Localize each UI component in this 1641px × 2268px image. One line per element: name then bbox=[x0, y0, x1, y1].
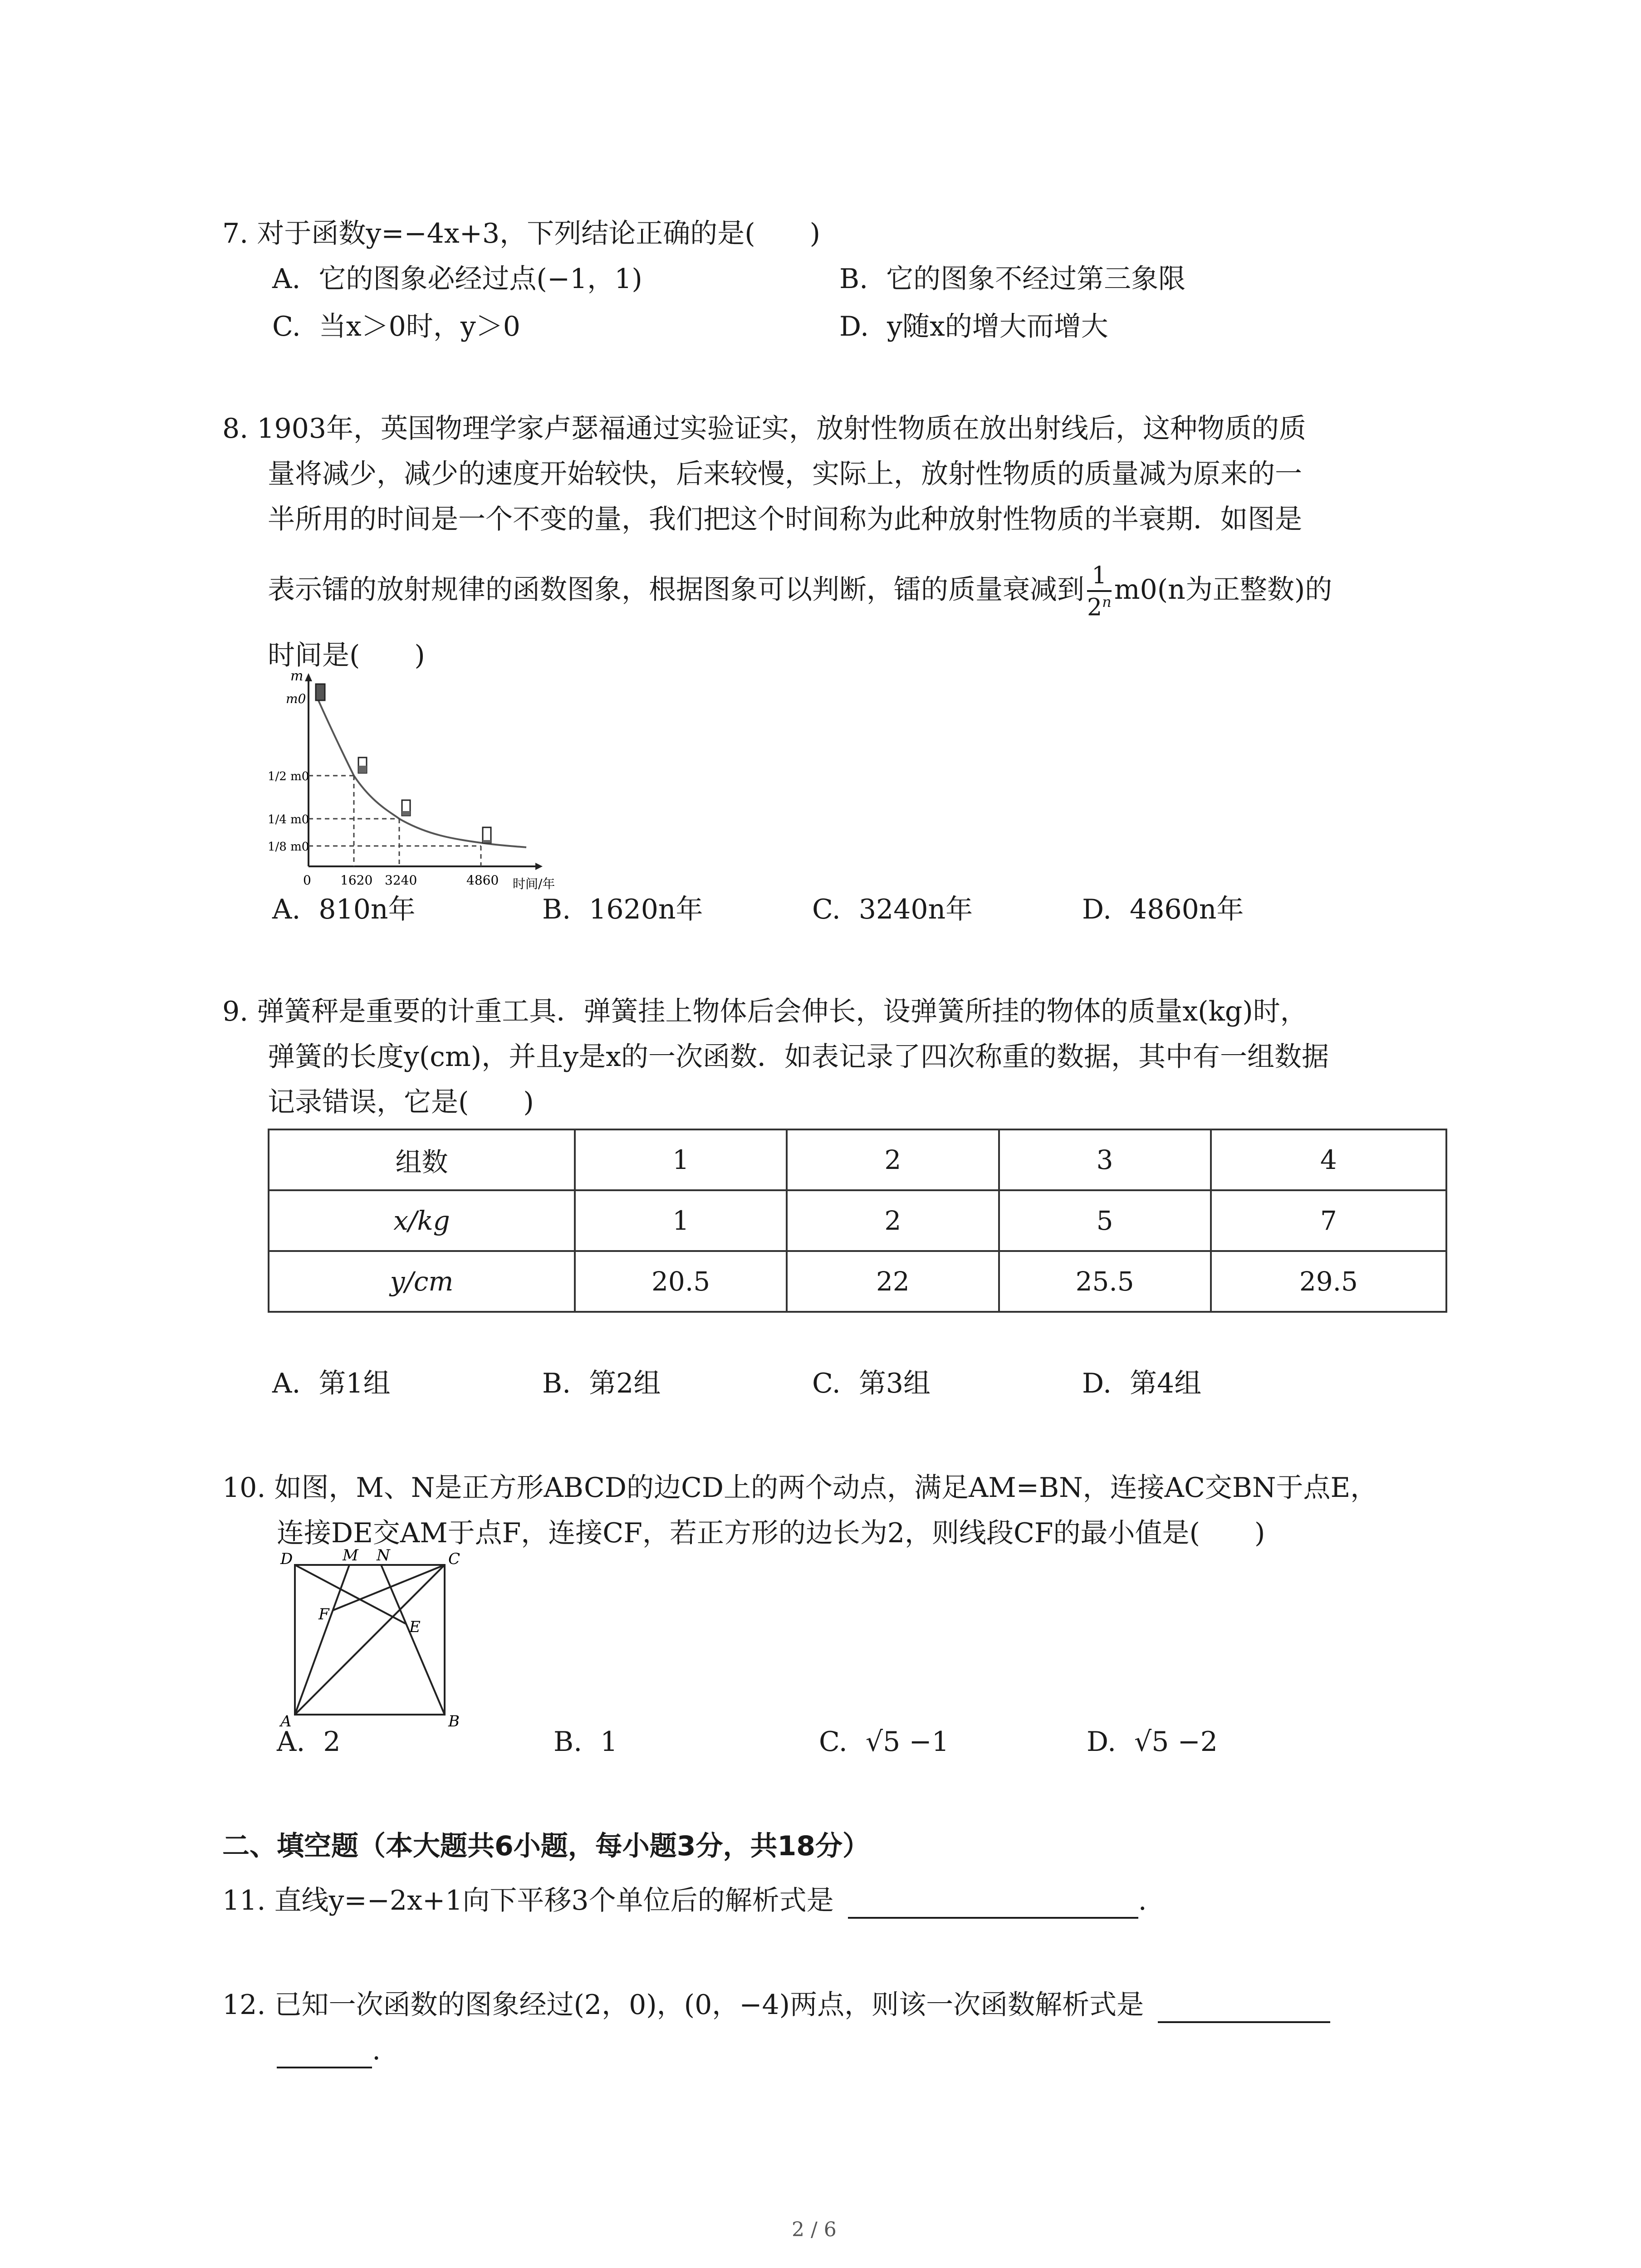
option-label: B. bbox=[542, 1368, 571, 1399]
option-label: A. bbox=[272, 263, 301, 295]
q8-line-5: 时间是( ) bbox=[268, 640, 425, 671]
option-label: C. bbox=[812, 894, 841, 925]
option-text: 4860n年 bbox=[1130, 894, 1244, 925]
y-label-m0: m0 bbox=[286, 691, 306, 706]
table-row bbox=[269, 1129, 1446, 1190]
q7-option-b bbox=[839, 261, 1185, 297]
x-axis-label: 时间/年 bbox=[513, 876, 555, 891]
sample-jar-full bbox=[316, 684, 325, 700]
square-figure bbox=[268, 1547, 476, 1728]
table-cell: 4 bbox=[1211, 1129, 1446, 1190]
fraction-denominator bbox=[1087, 592, 1112, 619]
option-label: C. bbox=[272, 311, 301, 342]
table-cell: 25.5 bbox=[999, 1251, 1211, 1312]
q12-text: 12. 已知一次函数的图象经过(2，0)，(0，−4)两点，则该一次函数解析式是 bbox=[222, 1989, 1144, 2021]
option-text: y随x的增大而增大 bbox=[887, 311, 1108, 342]
q10-option-c bbox=[819, 1724, 949, 1760]
y-label-eighth: 1/8 m0 bbox=[268, 840, 309, 854]
option-text: 它的图象不经过第三象限 bbox=[886, 263, 1186, 295]
answer-blank[interactable] bbox=[1158, 1994, 1330, 2023]
option-text: 第2组 bbox=[589, 1368, 661, 1399]
table-row bbox=[269, 1190, 1446, 1251]
q12-end: . bbox=[372, 2034, 381, 2066]
option-label: A. bbox=[272, 1368, 301, 1399]
table-cell: y/cm bbox=[269, 1251, 575, 1312]
label-d: D bbox=[280, 1550, 293, 1568]
option-text: 第1组 bbox=[318, 1368, 391, 1399]
decay-curve bbox=[318, 699, 526, 847]
option-label: A. bbox=[277, 1726, 305, 1758]
y-label-half: 1/2 m0 bbox=[268, 770, 309, 783]
fraction-base: 2 bbox=[1087, 594, 1102, 621]
table-cell: 1 bbox=[575, 1190, 787, 1251]
q12 bbox=[222, 1987, 1330, 2023]
option-label: C. bbox=[812, 1368, 841, 1399]
q8-line-1: 8. 1903年，英国物理学家卢瑟福通过实验证实，放射性物质在放出射线后，这种物质的质 bbox=[222, 413, 1307, 445]
q9-option-a bbox=[272, 1365, 391, 1402]
q10-line-1: 10. 如图，M、N是正方形ABCD的边CD上的两个动点，满足AM=BN，连接AC交BN于点E， bbox=[222, 1472, 1378, 1504]
sample-fill-eighth bbox=[483, 840, 491, 843]
table-cell: 组数 bbox=[269, 1129, 575, 1190]
option-label: D. bbox=[1082, 1368, 1112, 1399]
sample-fill-half bbox=[358, 766, 367, 773]
option-label: D. bbox=[1087, 1726, 1117, 1758]
option-text: 第4组 bbox=[1130, 1368, 1202, 1399]
q7-option-a bbox=[272, 261, 642, 297]
option-label: B. bbox=[554, 1726, 583, 1758]
q8-option-d bbox=[1082, 891, 1244, 928]
label-b: B bbox=[448, 1712, 460, 1728]
q9-option-d bbox=[1082, 1365, 1201, 1402]
label-f: F bbox=[318, 1605, 329, 1623]
q8-line-3: 半所用的时间是一个不变的量，我们把这个时间称为此种放射性物质的半衰期．如图是 bbox=[268, 503, 1302, 535]
option-text: √5 −1 bbox=[865, 1726, 949, 1758]
label-m: M bbox=[343, 1547, 358, 1564]
table-row bbox=[269, 1251, 1446, 1312]
option-text: 1 bbox=[600, 1726, 618, 1758]
table-cell: 2 bbox=[787, 1190, 999, 1251]
section-heading: 二、填空题（本大题共6小题，每小题3分，共18分） bbox=[222, 1830, 870, 1862]
option-text: 1620n年 bbox=[589, 894, 703, 925]
x-tick-3240: 3240 bbox=[385, 873, 417, 888]
origin-label: 0 bbox=[303, 873, 311, 888]
q7-option-c bbox=[272, 308, 520, 345]
q9-option-c bbox=[812, 1365, 931, 1402]
table-cell: 22 bbox=[787, 1251, 999, 1312]
option-text: 当x＞0时，y＞0 bbox=[318, 311, 520, 342]
table-cell: 2 bbox=[787, 1129, 999, 1190]
segment-cf bbox=[333, 1565, 445, 1610]
y-label-quarter: 1/4 m0 bbox=[268, 813, 309, 826]
q9-option-b bbox=[542, 1365, 661, 1402]
table-cell: 1 bbox=[575, 1129, 787, 1190]
option-text: 2 bbox=[323, 1726, 341, 1758]
q10-option-a bbox=[277, 1724, 341, 1760]
option-label: A. bbox=[272, 894, 301, 925]
label-n: N bbox=[377, 1547, 390, 1564]
label-a: A bbox=[280, 1712, 292, 1728]
segment-ac bbox=[295, 1565, 445, 1715]
label-c: C bbox=[448, 1550, 460, 1568]
table-cell: 29.5 bbox=[1211, 1251, 1446, 1312]
table-cell: 3 bbox=[999, 1129, 1211, 1190]
y-axis-label: m bbox=[290, 668, 304, 684]
q8-option-b bbox=[542, 891, 703, 928]
q8-line-4-text: 表示镭的放射规律的函数图象，根据图象可以判断，镭的质量衰减到 bbox=[268, 574, 1084, 606]
page-number: 2 / 6 bbox=[792, 2218, 837, 2241]
weighing-table bbox=[268, 1129, 1447, 1313]
table-cell: x/kg bbox=[269, 1190, 575, 1251]
fraction-exponent: n bbox=[1102, 593, 1112, 611]
option-text: 第3组 bbox=[858, 1368, 931, 1399]
q11-end: . bbox=[1138, 1885, 1147, 1916]
q11-text: 11. 直线y=−2x+1向下平移3个单位后的解析式是 bbox=[222, 1885, 834, 1916]
decay-graph bbox=[254, 667, 581, 894]
option-label: D. bbox=[1082, 894, 1112, 925]
table-cell: 20.5 bbox=[575, 1251, 787, 1312]
x-tick-4860: 4860 bbox=[466, 873, 499, 888]
option-text: 810n年 bbox=[318, 894, 416, 925]
fraction bbox=[1087, 564, 1112, 619]
sample-fill-quarter bbox=[402, 811, 410, 816]
option-text: 它的图象必经过点(−1，1) bbox=[318, 263, 642, 295]
q9-line-2: 弹簧的长度y(cm)，并且y是x的一次函数．如表记录了四次称重的数据，其中有一组数据 bbox=[268, 1041, 1329, 1073]
option-label: B. bbox=[542, 894, 571, 925]
x-axis-arrow bbox=[535, 863, 543, 870]
y-axis-arrow bbox=[305, 673, 312, 681]
q7-option-d bbox=[839, 308, 1108, 345]
option-label: B. bbox=[839, 263, 868, 295]
q7-stem: 7. 对于函数y=−4x+3，下列结论正确的是( ) bbox=[222, 218, 821, 249]
q8-option-c bbox=[812, 891, 973, 928]
option-label: D. bbox=[839, 311, 869, 342]
table-cell: 7 bbox=[1211, 1190, 1446, 1251]
q8-line-4-tail: m0(n为正整数)的 bbox=[1114, 574, 1332, 606]
answer-blank[interactable] bbox=[848, 1890, 1138, 1919]
table-cell: 5 bbox=[999, 1190, 1211, 1251]
segment-de bbox=[295, 1565, 406, 1624]
q9-line-1: 9. 弹簧秤是重要的计重工具．弹簧挂上物体后会伸长，设弹簧所挂的物体的质量x(kg)时， bbox=[222, 996, 1308, 1027]
q8-option-a bbox=[272, 891, 416, 928]
option-text: √5 −2 bbox=[1134, 1726, 1218, 1758]
label-e: E bbox=[409, 1618, 421, 1636]
segment-am bbox=[295, 1565, 349, 1715]
q10-option-b bbox=[554, 1724, 617, 1760]
fraction-numerator: 1 bbox=[1087, 564, 1112, 592]
option-text: 3240n年 bbox=[858, 894, 973, 925]
q10-option-d bbox=[1087, 1724, 1218, 1760]
q8-line-2: 量将减少，减少的速度开始较快，后来较慢，实际上，放射性物质的质量减为原来的一 bbox=[268, 458, 1302, 490]
option-label: C. bbox=[819, 1726, 847, 1758]
q10-line-2: 连接DE交AM于点F，连接CF，若正方形的边长为2，则线段CF的最小值是( ) bbox=[277, 1517, 1265, 1549]
q8-line-4 bbox=[268, 553, 1332, 626]
q12-continued bbox=[277, 2032, 381, 2068]
x-tick-1620: 1620 bbox=[340, 873, 373, 888]
q9-line-3: 记录错误，它是( ) bbox=[268, 1086, 534, 1118]
q11 bbox=[222, 1882, 1147, 1919]
answer-blank-continued[interactable] bbox=[277, 2039, 372, 2068]
